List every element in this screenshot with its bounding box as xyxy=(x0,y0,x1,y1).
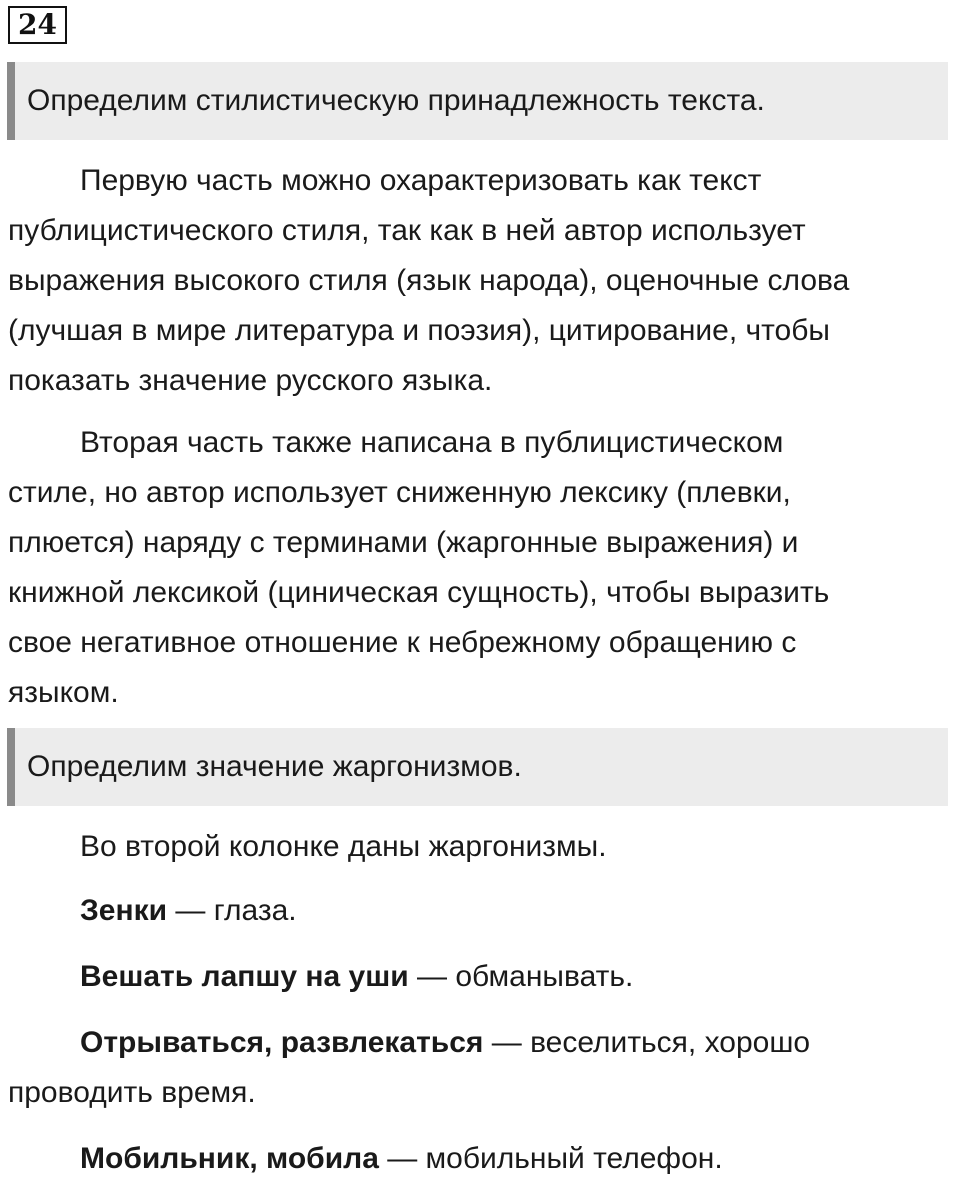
paragraph-first-part xyxy=(8,156,952,406)
paragraph-line: Вторая часть также написана в публицистическом xyxy=(80,426,784,459)
definition-term: Отрываться, развлекаться xyxy=(80,1026,484,1059)
paragraph-second-part xyxy=(8,418,952,718)
paragraph-line: свое негативное отношение к небрежному обращению с xyxy=(8,626,797,659)
definition-meaning: — обманывать. xyxy=(408,960,634,993)
definition-term: Мобильник, мобила xyxy=(80,1142,379,1175)
paragraph-line: языком. xyxy=(8,676,119,709)
definition-term: Вешать лапшу на уши xyxy=(80,960,409,993)
definition-item xyxy=(80,952,950,1002)
definition-item xyxy=(80,1134,950,1184)
paragraph-line: стиле, но автор использует сниженную лексику (плевки, xyxy=(8,476,791,509)
definition-item xyxy=(8,1018,952,1118)
definition-meaning: — веселиться, хорошо xyxy=(483,1026,811,1059)
definition-term: Зенки xyxy=(80,894,168,927)
definition-line xyxy=(8,1018,952,1068)
jargon-intro: Во второй колонке даны жаргонизмы. xyxy=(80,830,607,863)
paragraph-line: показать значение русского языка. xyxy=(8,364,493,397)
definition-meaning: — мобильный телефон. xyxy=(378,1142,723,1175)
definition-item xyxy=(80,886,950,936)
task-number-badge: 24 xyxy=(8,6,67,44)
paragraph-line: публицистического стиля, так как в ней автор использует xyxy=(8,214,806,247)
definition-meaning: — глаза. xyxy=(167,894,297,927)
paragraph-line: Первую часть можно охарактеризовать как текст xyxy=(80,164,762,197)
section-header-jargon: Определим значение жаргонизмов. xyxy=(7,728,948,806)
paragraph-line: плюется) наряду с терминами (жаргонные выражения) и xyxy=(8,526,799,559)
definition-continuation: проводить время. xyxy=(8,1076,256,1109)
paragraph-line: выражения высокого стиля (язык народа), оценочные слова xyxy=(8,264,850,297)
paragraph-line: (лучшая в мире литература и поэзия), цитирование, чтобы xyxy=(8,314,830,347)
paragraph-line: книжной лексикой (циническая сущность), чтобы выразить xyxy=(8,576,830,609)
section-header-style: Определим стилистическую принадлежность текста. xyxy=(7,62,948,140)
